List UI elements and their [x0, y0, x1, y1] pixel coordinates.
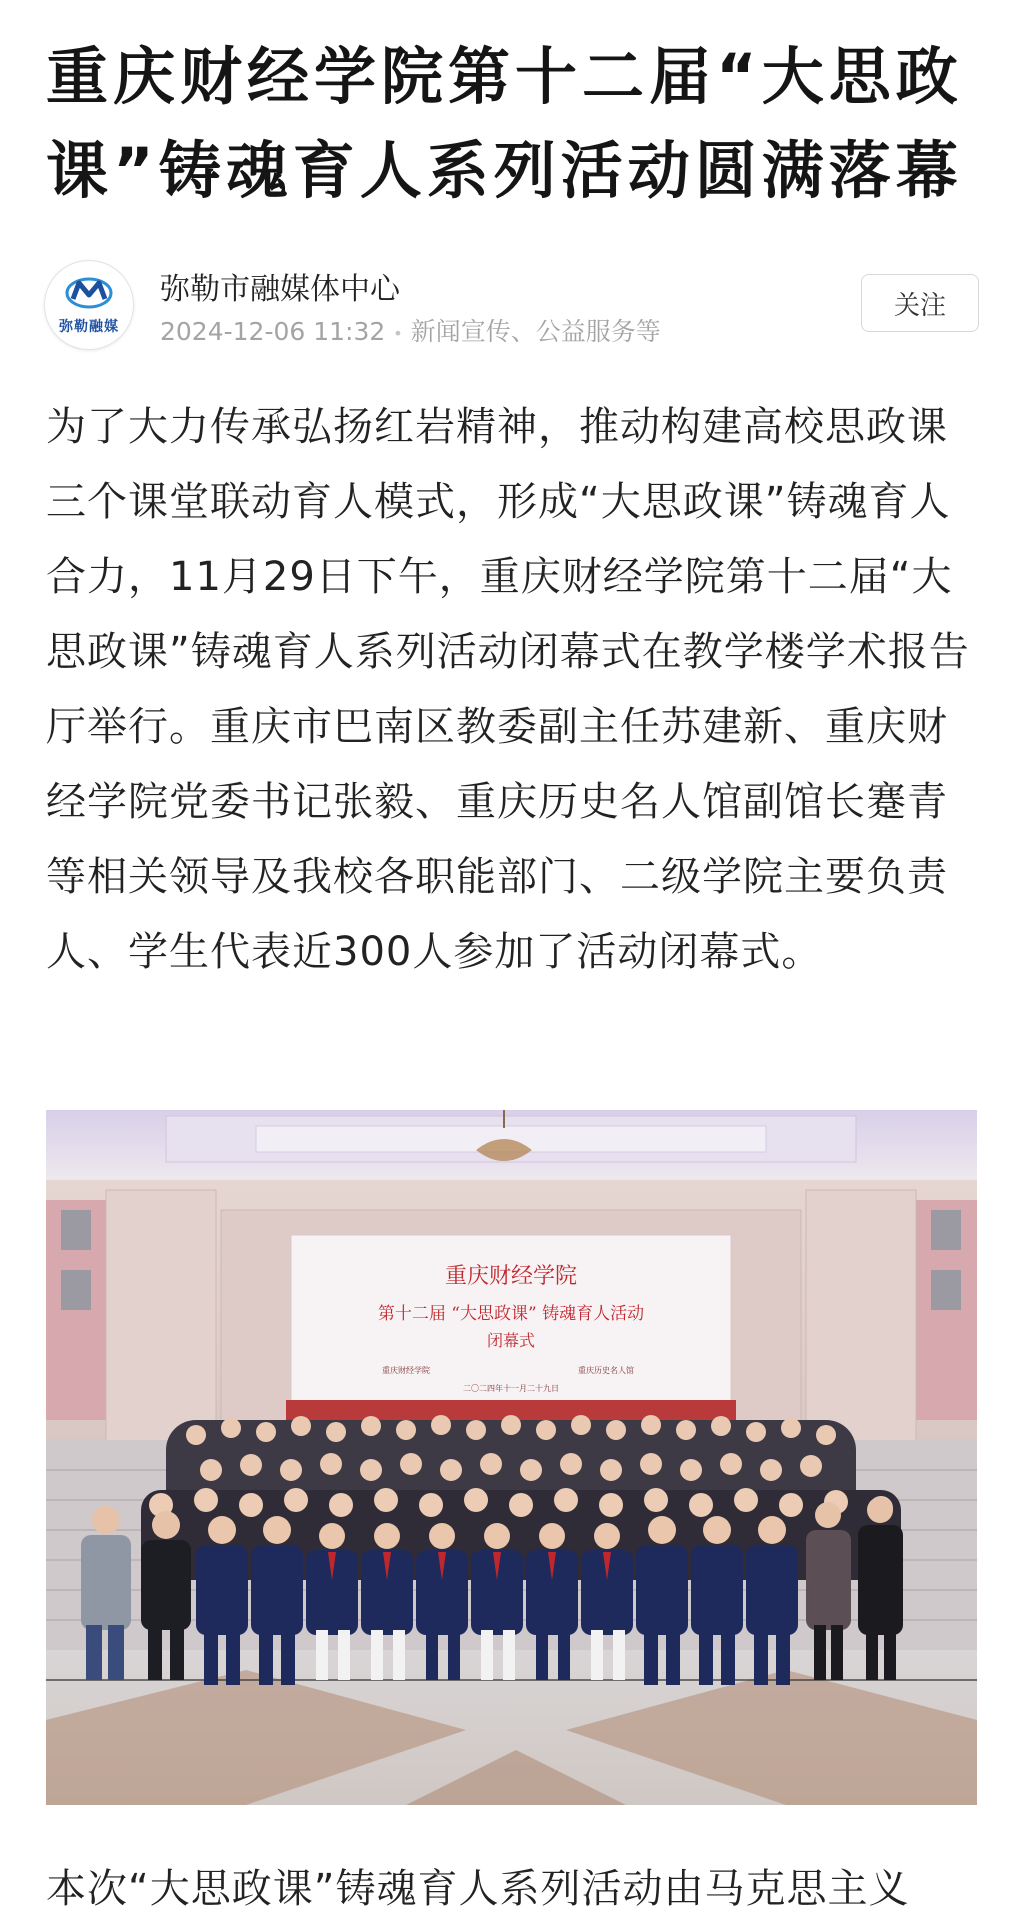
- follow-button[interactable]: 关注: [861, 274, 979, 332]
- banner-line-3: 闭幕式: [486, 1331, 536, 1350]
- banner-org-left: 重庆财经学院: [382, 1366, 430, 1375]
- article-paragraph: 为了大力传承弘扬红岩精神，推动构建高校思政课三个课堂联动育人模式，形成“大思政课”铸魂育人合力，11月29日下午，重庆财经学院第十二届“大思政课”铸魂育人系列活动闭幕式在教学楼学术报告厅举行。重庆市巴南区教委副主任苏建新、重庆财经学院党委书记张毅、重庆历史名人馆副馆长蹇青等相关领导及我校各职能部门、二级学院主要负责人、学生代表近300人参加了活动闭幕式。: [46, 404, 970, 975]
- banner-org-right: 重庆历史名人馆: [578, 1366, 634, 1375]
- banner-date: 二〇二四年十一月二十九日: [463, 1384, 559, 1393]
- article-paragraph-continued: 本次“大思政课”铸魂育人系列活动由马克思主义: [46, 1866, 910, 1912]
- group-photo-image: [46, 1110, 977, 1805]
- post-datetime: 2024-12-06 11:32: [160, 317, 386, 346]
- author-bar: [44, 258, 979, 354]
- author-name[interactable]: 弥勒市融媒体中心: [160, 272, 400, 307]
- crowd: [81, 1415, 903, 1685]
- article-photo[interactable]: [46, 1110, 977, 1805]
- banner-line-1: 重庆财经学院: [444, 1264, 578, 1289]
- avatar-logo-text: 弥勒融媒: [59, 319, 119, 335]
- meta-separator: •: [393, 323, 403, 343]
- banner-line-2: 第十二届 “大思政课” 铸魂育人活动: [377, 1304, 645, 1324]
- article-title: 重庆财经学院第十二届“大思政课”铸魂育人系列活动圆满落幕: [46, 40, 963, 207]
- post-categories: 新闻宣传、公益服务等: [410, 317, 661, 346]
- post-meta: [160, 312, 661, 348]
- avatar[interactable]: [44, 260, 134, 350]
